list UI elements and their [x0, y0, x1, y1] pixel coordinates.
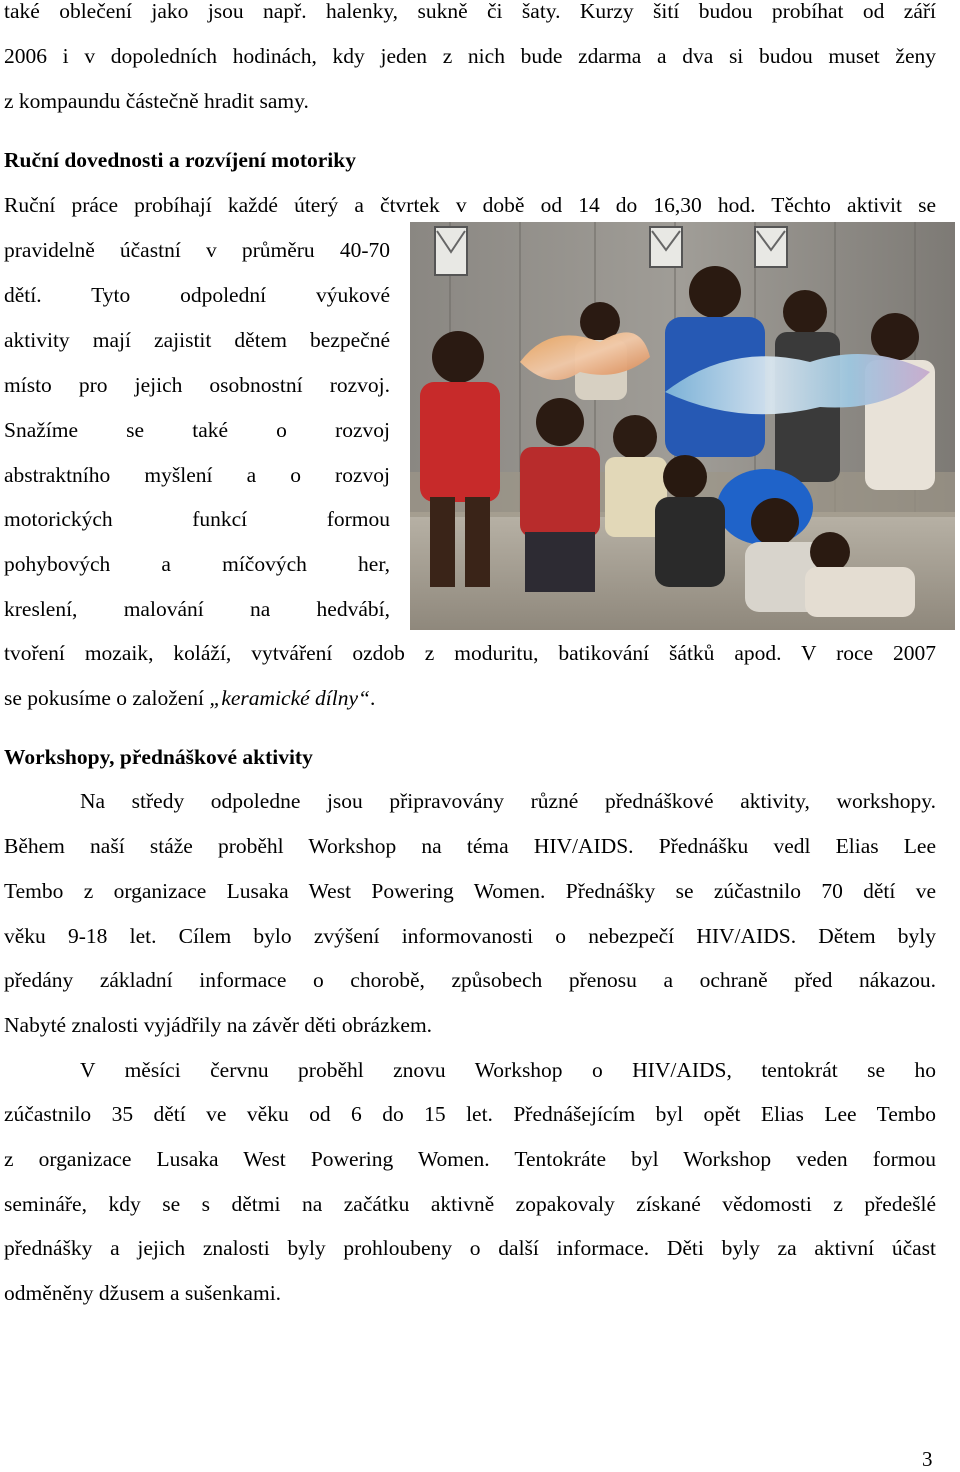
text-line: 2006 i v dopoledních hodinách, kdy jeden z nich bude zdarma a dva si budou muset ženy	[4, 44, 936, 68]
text-line: abstraktního myšlení a o rozvoj	[4, 463, 390, 487]
text-line: Nabyté znalosti vyjádřily na závěr děti obrázkem.	[4, 1013, 433, 1037]
text-line: zúčastnilo 35 dětí ve věku od 6 do 15 let. Přednášejícím byl opět Elias Lee Tembo	[4, 1102, 936, 1126]
page-number: 3	[922, 1447, 933, 1471]
text-line: z organizace Lusaka West Powering Women. Tentokráte byl Workshop veden formou	[4, 1147, 936, 1171]
text-line: také oblečení jako jsou např. halenky, sukně či šaty. Kurzy šití budou probíhat od září	[4, 0, 936, 23]
text-line: Během naší stáže proběhl Workshop na téma HIV/AIDS. Přednášku vedl Elias Lee	[4, 834, 936, 858]
section-heading: Workshopy, přednáškové aktivity	[4, 745, 313, 769]
text-line: místo pro jejich osobnostní rozvoj.	[4, 373, 390, 397]
text-span: .	[370, 686, 376, 710]
text-line: Ruční práce probíhají každé úterý a čtvrtek v době od 14 do 16,30 hod. Těchto aktivit se	[4, 193, 936, 217]
text-line: dětí. Tyto odpolední výukové	[4, 283, 390, 307]
children-photo-illustration	[410, 222, 955, 630]
text-line: věku 9-18 let. Cílem bylo zvýšení informovanosti o nebezpečí HIV/AIDS. Dětem byly	[4, 924, 936, 948]
text-line: odměněny džusem a sušenkami.	[4, 1281, 282, 1305]
text-line: motorických funkcí formou	[4, 507, 390, 531]
text-line: Tembo z organizace Lusaka West Powering Women. Přednášky se zúčastnilo 70 dětí ve	[4, 879, 936, 903]
text-span: se pokusíme o založení	[4, 686, 210, 710]
text-line: pohybových a míčových her,	[4, 552, 390, 576]
section-heading: Ruční dovednosti a rozvíjení motoriky	[4, 148, 356, 172]
text-line: Snažíme se také o rozvoj	[4, 418, 390, 442]
text-line: pravidelně účastní v průměru 40-70	[4, 238, 390, 262]
italic-term: „keramické dílny“	[209, 686, 371, 710]
text-line: z kompaundu částečně hradit samy.	[4, 89, 309, 113]
text-line: přednášky a jejich znalosti byly prohloubeny o další informace. Děti byly za aktivní účast	[4, 1236, 936, 1260]
children-photo	[410, 222, 955, 630]
text-line: aktivity mají zajistit dětem bezpečné	[4, 328, 390, 352]
text-line: kreslení, malování na hedvábí,	[4, 597, 390, 621]
text-line	[4, 684, 375, 712]
text-line: V měsíci červnu proběhl znovu Workshop o HIV/AIDS, tentokrát se ho	[80, 1058, 936, 1082]
text-line: tvoření mozaik, koláží, vytváření ozdob z moduritu, batikování šátků apod. V roce 2007	[4, 641, 936, 665]
text-line: předány základní informace o chorobě, způsobech přenosu a ochraně před nákazou.	[4, 968, 936, 992]
text-line: semináře, kdy se s dětmi na začátku aktivně zopakovaly získané vědomosti z předešlé	[4, 1192, 936, 1216]
text-line: Na středy odpoledne jsou připravovány různé přednáškové aktivity, workshopy.	[80, 789, 936, 813]
